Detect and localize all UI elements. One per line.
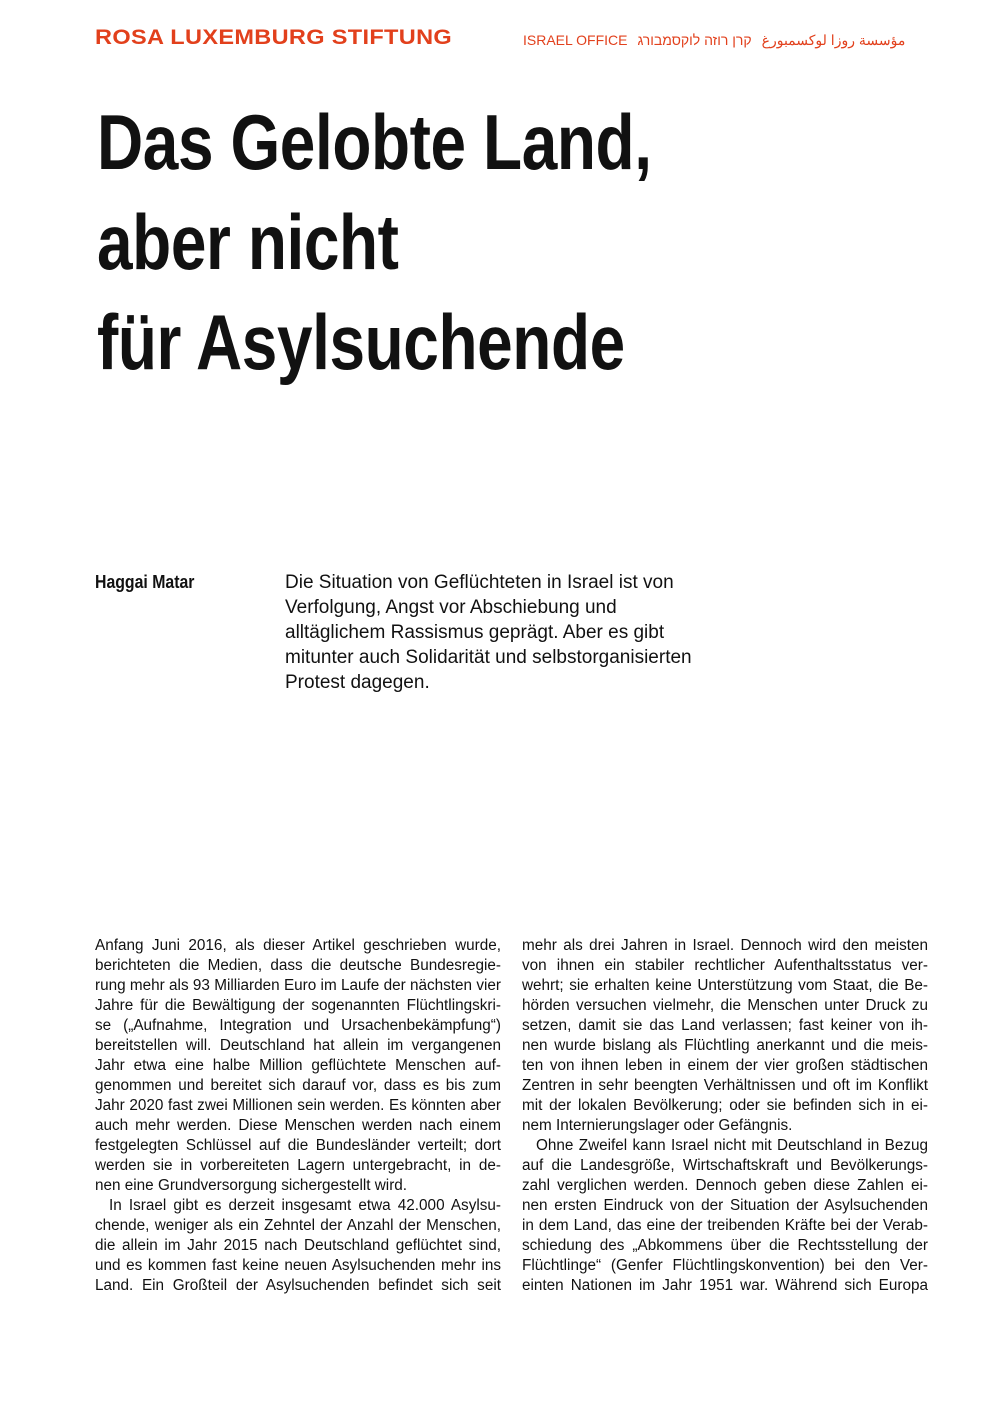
title-line: für Asylsuchende (97, 298, 625, 386)
office-line (523, 32, 905, 49)
text-line: ten von ihnen leben in einem der vier großen städtischen (522, 1057, 928, 1074)
body-column-1 (95, 936, 501, 1296)
title-line: aber nicht (97, 198, 399, 286)
text-line: bereitstellen will. Deutschland hat allein im vergangenen (95, 1037, 501, 1054)
text-line: mehr als drei Jahren in Israel. Dennoch wird den meisten (522, 937, 928, 954)
author-name: Haggai Matar (95, 572, 195, 592)
text-line: werden sie in vorbereiteten Lagern untergebracht, in de- (95, 1157, 501, 1174)
body-column-2 (522, 936, 928, 1296)
text-line: berichteten die Medien, dass die deutsche Bundesregie- (95, 957, 501, 974)
text-line: auf die Landesgröße, Wirtschaftskraft und Bevölkerungs- (522, 1157, 928, 1174)
article-title (97, 92, 773, 392)
text-line: Die Situation von Geflüchteten in Israel ist von (285, 572, 674, 593)
text-line: nen wurde bislang als Flüchtling anerkannt und die meis- (522, 1037, 928, 1054)
text-line: schiedung des „Abkommens über die Rechtsstellung der (522, 1237, 928, 1254)
text-line: festgelegten Schlüssel auf die Bundesländer verteilt; dort (95, 1137, 501, 1154)
text-line: Anfang Juni 2016, als dieser Artikel geschrieben wurde, (95, 937, 501, 954)
text-line: Protest dagegen. (285, 672, 430, 693)
text-line: wehrt; sie erhalten keine Unterstützung vom Staat, die Be- (522, 977, 928, 994)
text-line: zahl verglichen werden. Dennoch geben diese Zahlen ei- (522, 1177, 928, 1194)
text-line: Flüchtlinge“ (Genfer Flüchtlingskonvention) bei den Ver- (522, 1257, 928, 1274)
text-line: setzen, damit sie das Land verlassen; fast keiner von ih- (522, 1017, 928, 1034)
text-line: genommen und bereitet sich darauf vor, dass es bis zum (95, 1077, 501, 1094)
title-line: Das Gelobte Land, (97, 98, 652, 186)
text-line: Zentren in sehr beengten Verhältnissen und oft im Konflikt (522, 1077, 928, 1094)
text-line: nen eine Grundversorgung sichergestellt wird. (95, 1177, 408, 1194)
text-line: Jahre für die Bewältigung der sogenannten Flüchtlingskri- (95, 997, 501, 1014)
lead-paragraph (285, 570, 745, 695)
text-line: nem Internierungslager oder Gefängnis. (522, 1117, 793, 1134)
text-line: nen ersten Eindruck von der Situation der Asylsuchenden (522, 1197, 928, 1214)
text-line: die allein im Jahr 2015 nach Deutschland geflüchtet sind, (95, 1237, 501, 1254)
office-label: ISRAEL OFFICE (523, 32, 628, 48)
text-line: alltäglichem Rassismus geprägt. Aber es gibt (285, 622, 665, 643)
text-line: mitunter auch Solidarität und selbstorganisierten (285, 647, 692, 668)
text-line: rung mehr als 93 Milliarden Euro im Laufe der nächsten vier (95, 977, 501, 994)
text-line: und es kommen fast keine neuen Asylsuchenden mehr ins (95, 1257, 501, 1274)
text-line: Verfolgung, Angst vor Abschiebung und (285, 597, 617, 618)
text-line: von ihnen ein stabiler rechtlicher Aufenthaltsstatus ver- (522, 957, 928, 974)
text-line: Ohne Zweifel kann Israel nicht mit Deutschland in Bezug (536, 1137, 928, 1154)
text-line: mit der lokalen Bevölkerung; oder sie befinden sich in ei- (522, 1097, 928, 1114)
text-line: einten Nationen im Jahr 1951 war. Während sich Europa (522, 1277, 928, 1294)
text-line: Land. Ein Großteil der Asylsuchenden befindet sich seit (95, 1277, 501, 1294)
office-arabic: مؤسسة روزا لوكسمبورغ (761, 32, 906, 48)
text-line: se („Aufnahme, Integration und Ursachenbekämpfung“) (95, 1017, 501, 1034)
text-line: chende, weniger als ein Zehntel der Anzahl der Menschen, (95, 1217, 501, 1234)
text-line: auch mehr werden. Diese Menschen werden nach einem (95, 1117, 501, 1134)
text-line: in dem Land, das eine der treibenden Kräfte bei der Verab- (522, 1217, 928, 1234)
brand-logo-text: ROSA LUXEMBURG STIFTUNG (95, 26, 453, 49)
text-line: Jahr 2020 fast zwei Millionen sein werden. Es könnten aber (95, 1097, 501, 1114)
text-line: hörden versuchen vielmehr, die Menschen unter Druck zu (522, 997, 928, 1014)
text-line: In Israel gibt es derzeit insgesamt etwa 42.000 Asylsu- (109, 1197, 501, 1214)
text-line: Jahr etwa eine halbe Million geflüchtete Menschen auf- (95, 1057, 501, 1074)
office-hebrew: קרן רוזה לוקסמבורג (637, 32, 752, 48)
